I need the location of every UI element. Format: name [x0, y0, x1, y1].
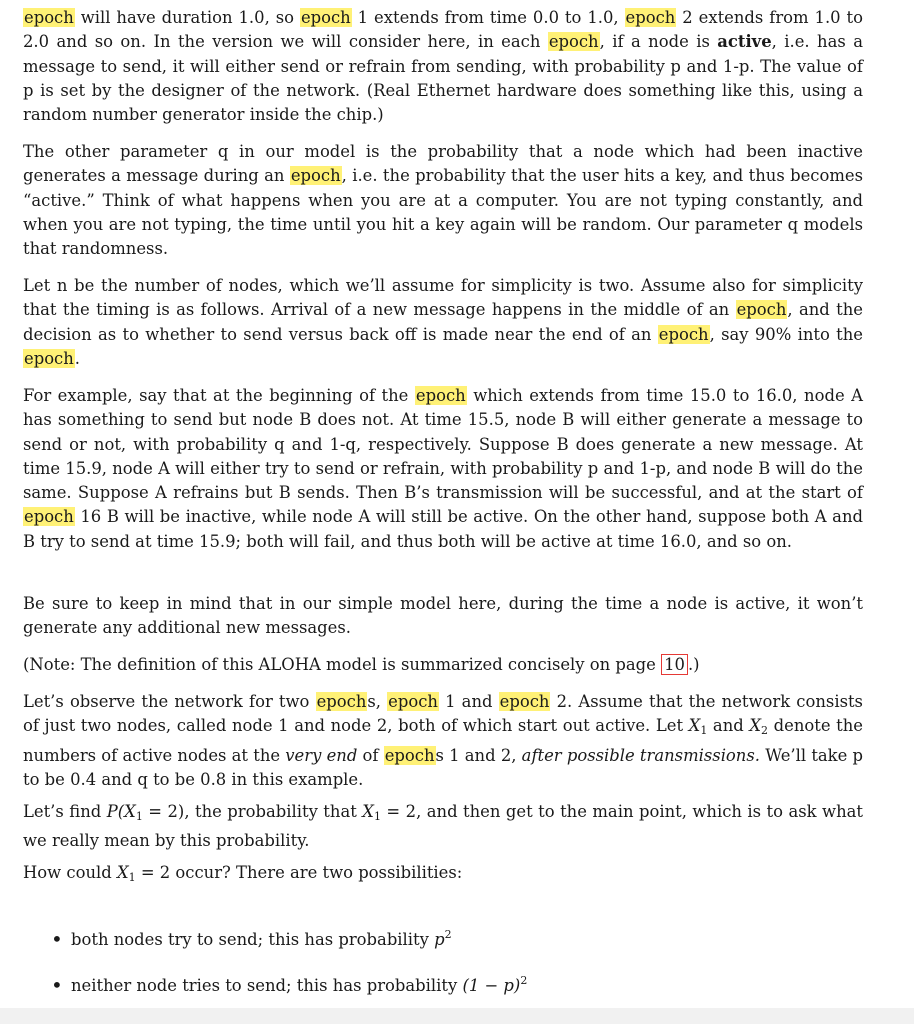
math-variable: X	[688, 716, 701, 736]
paragraph-timing: Let n be the number of nodes, which we’ll assume for simplicity is two. Assume also for simplicity that the timing is as follows. Arrival of a new message happens in the middle of an epoch, and the decision as to whether to send versus back off is made near the end of an epoch, say 90% into the epoch.	[23, 276, 863, 368]
math-subscript: 2	[761, 724, 769, 738]
highlighted-term: epoch	[548, 32, 599, 52]
math-variable: X	[362, 802, 374, 821]
paragraph-example: For example, say that at the beginning of the epoch which extends from time 15.0 to 16.0, node A has something to send but node B does not. At time 15.5, node B will either generate a message to send or not, with probability q and 1-q, respectively. Suppose B does generate a new message. At time 15.9, node A will either try to send or refrain, with probability p and 1-p, and node B will do the same. Suppose A refrains but B sends. Then B’s transmission will be successful, and at the start of epoch 16 B will be inactive, while node A will still be active. On the other hand, suppose both A and B try to send at time 15.9; both will fail, and thus both will be active at time 16.0, and so on.	[23, 386, 863, 551]
paragraph-parameter-q: The other parameter q in our model is the probability that a node which had been inactive generates a message during an epoch, i.e. the probability that the user hits a key, and thus becomes “active.” Think of what happens when you are at a computer. You are not typing constantly, and when you are not typing, the time until you hit a key again will be random. Our parameter q models that randomness.	[23, 142, 863, 259]
paragraph-note-model: Be sure to keep in mind that in our simple model here, during the time a node is active, it won’t generate any additional new messages.	[23, 594, 863, 638]
highlighted-term: epoch	[290, 166, 341, 186]
math-superscript: 2	[520, 974, 528, 987]
list-item: • neither node tries to send; this has probability $(1 - p)^2$	[23, 974, 863, 995]
math-expression: (1 − p)	[462, 976, 521, 995]
highlighted-term: epoch	[24, 8, 74, 27]
math-variable: p	[434, 930, 445, 949]
paragraph-aloha-note: (Note: The definition of this ALOHA model is summarized concisely on page 10 .)	[23, 655, 700, 674]
highlighted-term: epoch	[300, 8, 351, 27]
page-reference-link[interactable]: 10	[661, 654, 688, 675]
paragraph-how-could: How could $X_1 = 2$ occur? There are two possibilities:	[23, 863, 463, 884]
math-expression: = 2	[135, 863, 171, 882]
list-item: • both nodes try to send; this has probability $p^2$	[23, 928, 863, 974]
highlighted-term: epoch	[384, 745, 435, 765]
highlighted-term: epoch	[24, 507, 74, 527]
math-subscript: 1	[700, 724, 708, 738]
highlighted-term: epoch	[625, 8, 676, 27]
math-subscript: 1	[135, 810, 143, 823]
math-variable: X	[749, 716, 762, 736]
paragraph-two-epochs: Let’s observe the network for two epochs, epoch 1 and epoch 2. Assume that the network consists of just two nodes, called node 1 and node 2, both of which start out active. Let $X_1$ and $X_2$ denote the numbers of active nodes at the very end of epochs 1 and 2, after possible transmissions. We’ll take p to be 0.4 and q to be 0.8 in this example.	[23, 692, 864, 789]
math-expression: = 2)	[142, 802, 185, 821]
emphasis-text: very end	[285, 745, 358, 765]
math-expression: = 2	[380, 802, 417, 821]
math-variable: X	[116, 863, 129, 882]
highlighted-term: epoch	[736, 300, 787, 320]
highlighted-term: epoch	[388, 692, 438, 711]
math-expression: P(X	[106, 802, 136, 821]
highlighted-term: epoch	[415, 386, 466, 405]
emphasis-text: after possible transmissions.	[521, 745, 760, 765]
math-superscript: 2	[444, 928, 452, 941]
paragraph-epoch-definition: epoch will have duration 1.0, so epoch 1 extends from time 0.0 to 1.0, epoch 2 extends from 1.0 to 2.0 and so on. In the version we will consider here, in each epoch, if a node is active, i.e. has a message to send, it will either send or refrain from sending, with probability p and 1-p. The value of p is set by the designer of the network. (Real Ethernet hardware does something like this, using a random number generator inside the chip.)	[23, 8, 863, 125]
page-bottom-band	[0, 1008, 914, 1024]
highlighted-term: epoch	[316, 692, 367, 711]
highlighted-term: epoch	[658, 324, 709, 344]
paragraph-find-probability: Let’s find $P(X_1 = 2)$, the probability that $X_1 = 2$, and then get to the main point, which is to ask what we really mean by this probability.	[23, 802, 864, 851]
math-subscript: 1	[128, 871, 136, 884]
highlighted-term: epoch	[499, 692, 550, 711]
possibility-list	[23, 928, 863, 995]
bold-term-active: active	[717, 32, 772, 52]
highlighted-term: epoch	[24, 348, 74, 368]
math-subscript: 1	[373, 810, 381, 823]
